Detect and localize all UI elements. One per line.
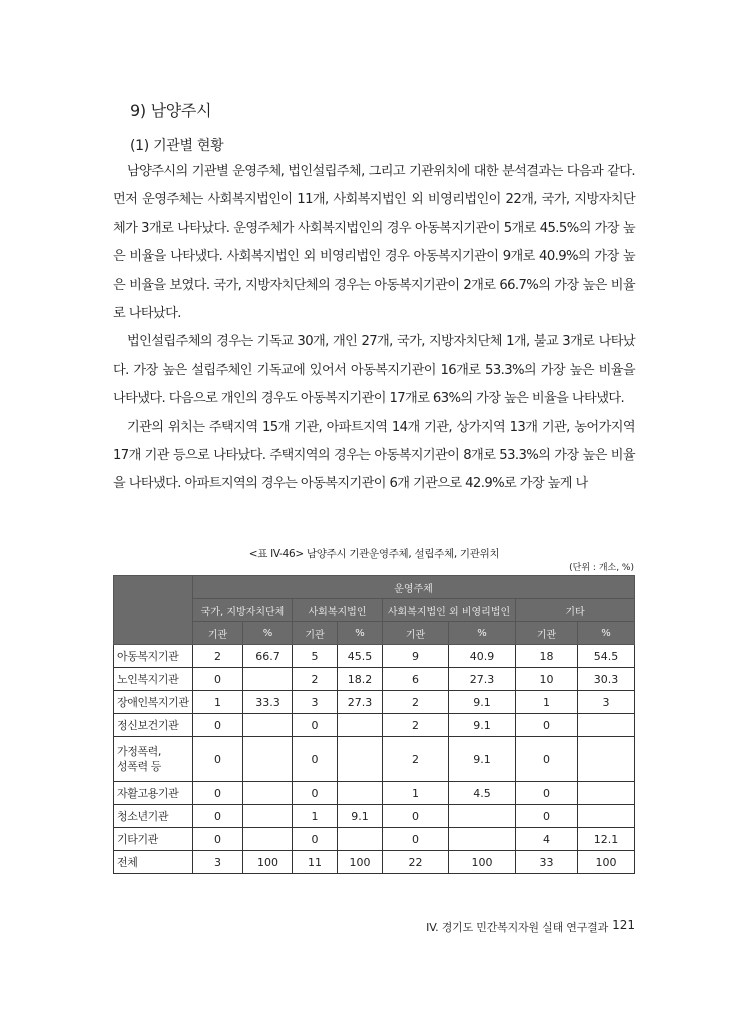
table-cell: 0 — [383, 828, 449, 851]
table-cell: 0 — [193, 668, 243, 691]
table-cell: 100 — [338, 851, 383, 874]
table-cell — [338, 714, 383, 737]
table-cell: 5 — [293, 645, 338, 668]
page-number: 121 — [612, 918, 635, 932]
table-cell: 1 — [293, 805, 338, 828]
column-header-cell: % — [243, 622, 293, 645]
table-row — [114, 668, 635, 691]
row-label-cell: 장애인복지기관 — [114, 691, 193, 714]
table-cell — [338, 782, 383, 805]
table-header-column-row — [114, 622, 635, 645]
table-row — [114, 851, 635, 874]
table-cell — [243, 805, 293, 828]
table-cell: 0 — [193, 737, 243, 782]
table-cell: 33.3 — [243, 691, 293, 714]
table-cell: 1 — [516, 691, 578, 714]
table-row — [114, 714, 635, 737]
table-cell: 0 — [516, 737, 578, 782]
table-cell — [243, 782, 293, 805]
table-cell: 9.1 — [449, 737, 516, 782]
table-cell: 22 — [383, 851, 449, 874]
table-cell — [338, 828, 383, 851]
row-label-cell: 자활고용기관 — [114, 782, 193, 805]
table-cell — [243, 668, 293, 691]
table-row — [114, 805, 635, 828]
subsection-heading: (1) 기관별 현황 — [130, 138, 224, 154]
row-label-cell: 노인복지기관 — [114, 668, 193, 691]
footer-chapter: IV. 경기도 민간복지자원 실태 연구결과 — [426, 921, 608, 934]
row-label-cell: 정신보건기관 — [114, 714, 193, 737]
table-cell: 30.3 — [578, 668, 635, 691]
column-header-cell: 기관 — [293, 622, 338, 645]
table-cell: 0 — [193, 805, 243, 828]
table-cell: 54.5 — [578, 645, 635, 668]
table-cell — [578, 714, 635, 737]
column-header-cell: 기관 — [383, 622, 449, 645]
column-header-cell: % — [578, 622, 635, 645]
column-header-cell: % — [338, 622, 383, 645]
table-cell: 2 — [293, 668, 338, 691]
table-caption: <표 IV-46> 남양주시 기관운영주체, 설립주체, 기관위치 — [248, 548, 500, 560]
row-label-cell: 전체 — [114, 851, 193, 874]
table-cell: 0 — [383, 805, 449, 828]
table-cell: 2 — [193, 645, 243, 668]
table-cell: 0 — [193, 782, 243, 805]
table-cell: 9.1 — [449, 691, 516, 714]
table-row — [114, 691, 635, 714]
table-cell: 0 — [293, 714, 338, 737]
row-label-cell: 청소년기관 — [114, 805, 193, 828]
table-cell — [449, 805, 516, 828]
body-text — [113, 158, 635, 499]
category-header-cell: 사회복지법인 외 비영리법인 — [383, 599, 516, 622]
category-header-cell: 사회복지법인 — [293, 599, 383, 622]
institution-table — [113, 575, 635, 874]
table-cell: 4 — [516, 828, 578, 851]
table-unit: (단위 : 개소, %) — [569, 563, 634, 573]
table-row — [114, 737, 635, 782]
table-cell: 10 — [516, 668, 578, 691]
table-cell: 100 — [449, 851, 516, 874]
table-cell: 3 — [193, 851, 243, 874]
table-cell: 0 — [516, 782, 578, 805]
table-cell: 66.7 — [243, 645, 293, 668]
table-cell: 1 — [383, 782, 449, 805]
table-cell — [578, 782, 635, 805]
table-row — [114, 645, 635, 668]
table-cell — [243, 828, 293, 851]
table-cell — [578, 737, 635, 782]
table-cell: 18.2 — [338, 668, 383, 691]
table-cell: 2 — [383, 691, 449, 714]
table-cell: 11 — [293, 851, 338, 874]
section-heading: 9) 남양주시 — [130, 101, 212, 120]
table-cell: 100 — [578, 851, 635, 874]
table-cell: 9.1 — [449, 714, 516, 737]
table-cell — [449, 828, 516, 851]
table-cell: 27.3 — [338, 691, 383, 714]
group-header-cell: 운영주체 — [193, 576, 635, 599]
table-cell — [578, 805, 635, 828]
table-cell: 2 — [383, 737, 449, 782]
table-header-group-row — [114, 576, 635, 599]
row-label-cell: 기타기관 — [114, 828, 193, 851]
table-cell: 0 — [293, 828, 338, 851]
table-cell: 18 — [516, 645, 578, 668]
table-corner-cell — [114, 576, 193, 645]
category-header-cell: 기타 — [516, 599, 635, 622]
table-cell: 33 — [516, 851, 578, 874]
table-cell: 0 — [193, 714, 243, 737]
paragraph-founding-entity: 법인설립주체의 경우는 기독교 30개, 개인 27개, 국가, 지방자치단체 1개, 불교 3개로 나타났다. 가장 높은 설립주체인 기독교에 있어서 아동복지기관이 16개로 53.3%의 가장 높은 비율을 나타냈다. 다음으로 개인의 경우도 아동복지기관이 17개로 63%의 가장 높은 비율을 나타냈다. — [113, 334, 635, 407]
table-cell: 3 — [578, 691, 635, 714]
table-cell: 0 — [516, 714, 578, 737]
table-cell: 9.1 — [338, 805, 383, 828]
table-cell: 6 — [383, 668, 449, 691]
table-cell — [338, 737, 383, 782]
table-cell: 40.9 — [449, 645, 516, 668]
table-cell: 0 — [516, 805, 578, 828]
table-cell: 4.5 — [449, 782, 516, 805]
category-header-cell: 국가, 지방자치단체 — [193, 599, 293, 622]
column-header-cell: 기관 — [516, 622, 578, 645]
table-row — [114, 782, 635, 805]
paragraph-location: 기관의 위치는 주택지역 15개 기관, 아파트지역 14개 기관, 상가지역 13개 기관, 농어가지역 17개 기관 등으로 나타났다. 주택지역의 경우는 아동복지기관이 8개로 53.3%의 가장 높은 비율을 나타냈다. 아파트지역의 경우는 아동복지기관이 6개 기관으로 42.9%로 가장 높게 나 — [113, 419, 635, 492]
table-cell: 100 — [243, 851, 293, 874]
table-cell: 27.3 — [449, 668, 516, 691]
column-header-cell: 기관 — [193, 622, 243, 645]
table-cell: 12.1 — [578, 828, 635, 851]
table-cell: 2 — [383, 714, 449, 737]
row-label-cell: 아동복지기관 — [114, 645, 193, 668]
table-cell: 1 — [193, 691, 243, 714]
table-cell: 3 — [293, 691, 338, 714]
paragraph-operating-entity: 남양주시의 기관별 운영주체, 법인설립주체, 그리고 기관위치에 대한 분석결과는 다음과 같다. 먼저 운영주체는 사회복지법인이 11개, 사회복지법인 외 비영리법인이 22개, 국가, 지방자치단체가 3개로 나타났다. 운영주체가 사회복지법인의 경우 아동복지기관이 5개로 45.5%의 가장 높은 비율을 나타냈다. 사회복지법인 외 비영리법인 경우 아동복지기관이 9개로 40.9%의 가장 높은 비율을 보였다. 국가, 지방자치단체의 경우는 아동복지기관이 2개로 66.7%의 가장 높은 비율로 나타났다. — [113, 164, 635, 322]
table-cell — [243, 714, 293, 737]
table-cell: 45.5 — [338, 645, 383, 668]
table-cell: 9 — [383, 645, 449, 668]
column-header-cell: % — [449, 622, 516, 645]
table-cell: 0 — [293, 782, 338, 805]
table-cell: 0 — [293, 737, 338, 782]
table-cell — [243, 737, 293, 782]
table-row — [114, 828, 635, 851]
row-label-cell: 가정폭력, 성폭력 등 — [114, 737, 193, 782]
table-header-category-row — [114, 599, 635, 622]
table-cell: 0 — [193, 828, 243, 851]
